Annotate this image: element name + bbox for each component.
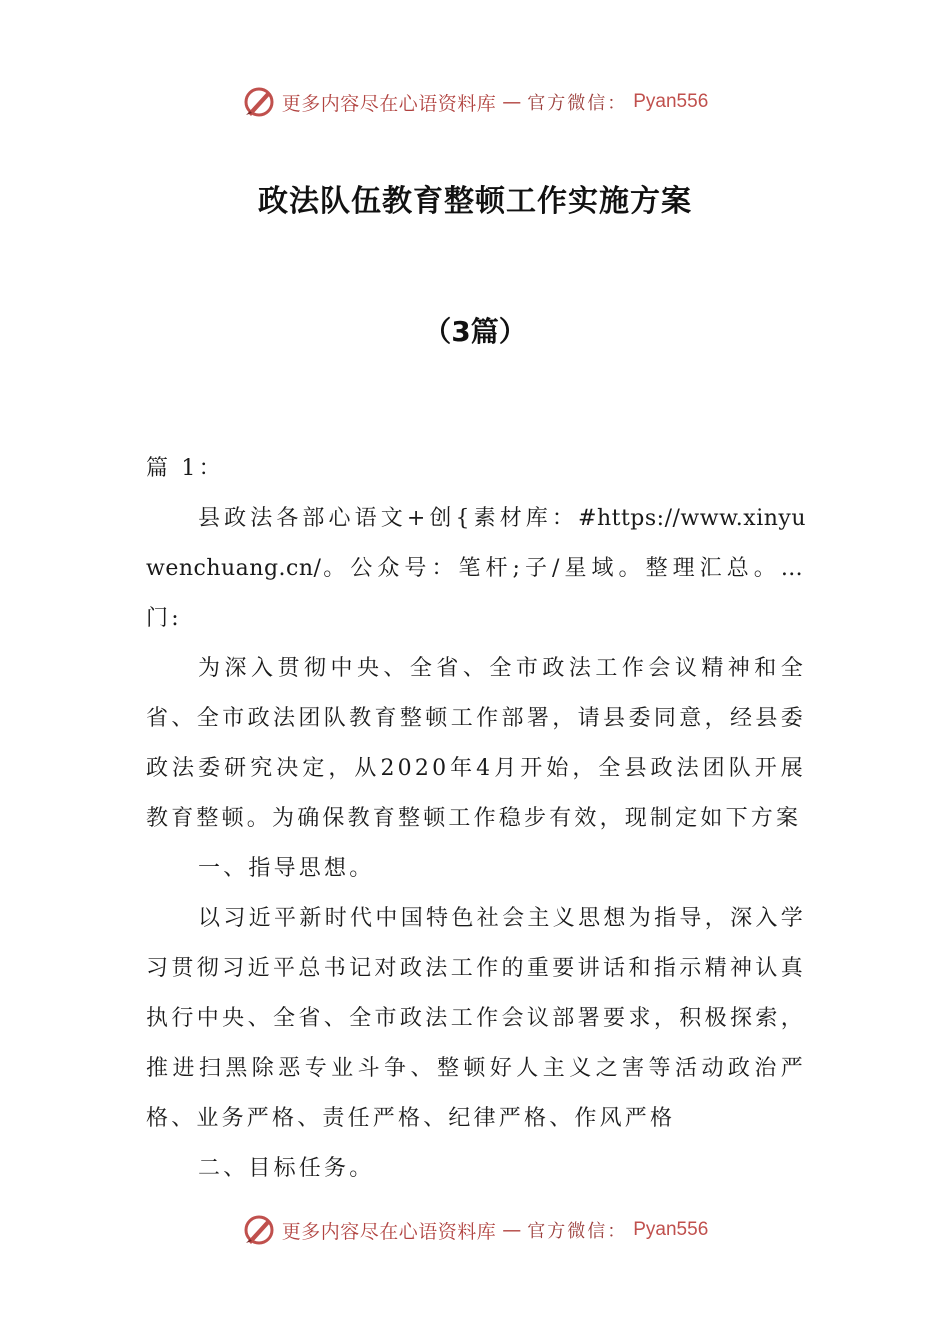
source-prefix: 县政法各部心语文+创{素材库： [198, 506, 579, 531]
heading-goals-tasks: 二、目标任务。 [198, 1156, 375, 1181]
banner-wechat-label: 官方微信： [527, 1221, 628, 1242]
document-subtitle: （3篇） [423, 315, 527, 348]
heading-guiding-ideology: 一、指导思想。 [198, 856, 375, 881]
banner-dash: — [502, 1219, 522, 1241]
banner-wechat-id: Pyan556 [633, 1219, 709, 1240]
document-title: 政法队伍教育整顿工作实施方案 [258, 184, 692, 219]
header-banner [0, 82, 950, 122]
document-body [146, 444, 806, 1194]
pen-logo-icon [242, 85, 276, 119]
source-url: #https://www.xinyuwenchuang.cn/ [146, 506, 806, 581]
banner-wechat-label: 官方微信： [527, 93, 628, 114]
guiding-ideology-paragraph: 以习近平新时代中国特色社会主义思想为指导，深入学习贯彻习近平总书记对政法工作的重要讲话和指示精神认真执行中央、全省、全市政法工作会议部署要求，积极探索，推进扫黑除恶专业斗争、整顿好人主义之害等活动政治严格、业务严格、责任严格、纪律严格、作风严格 [146, 906, 806, 1131]
pen-logo-icon [242, 1213, 276, 1247]
banner-wechat-id: Pyan556 [633, 91, 709, 112]
intro-paragraph: 为深入贯彻中央、全省、全市政法工作会议精神和全省、全市政法团队教育整顿工作部署，请县委同意，经县委政法委研究决定，从2020年4月开始，全县政法团队开展教育整顿。为确保教育整顿工作稳步有效，现制定如下方案 [146, 656, 806, 831]
footer-banner [0, 1210, 950, 1250]
source-suffix: 。公众号：笔杆;子/星域。整理汇总。…门: [146, 556, 806, 631]
banner-main-text: 更多内容尽在心语资料库 [281, 92, 497, 115]
source-paragraph [146, 494, 806, 644]
banner-dash: — [502, 91, 522, 113]
banner-main-text: 更多内容尽在心语资料库 [281, 1220, 497, 1243]
section-label: 篇 1： [146, 456, 224, 481]
